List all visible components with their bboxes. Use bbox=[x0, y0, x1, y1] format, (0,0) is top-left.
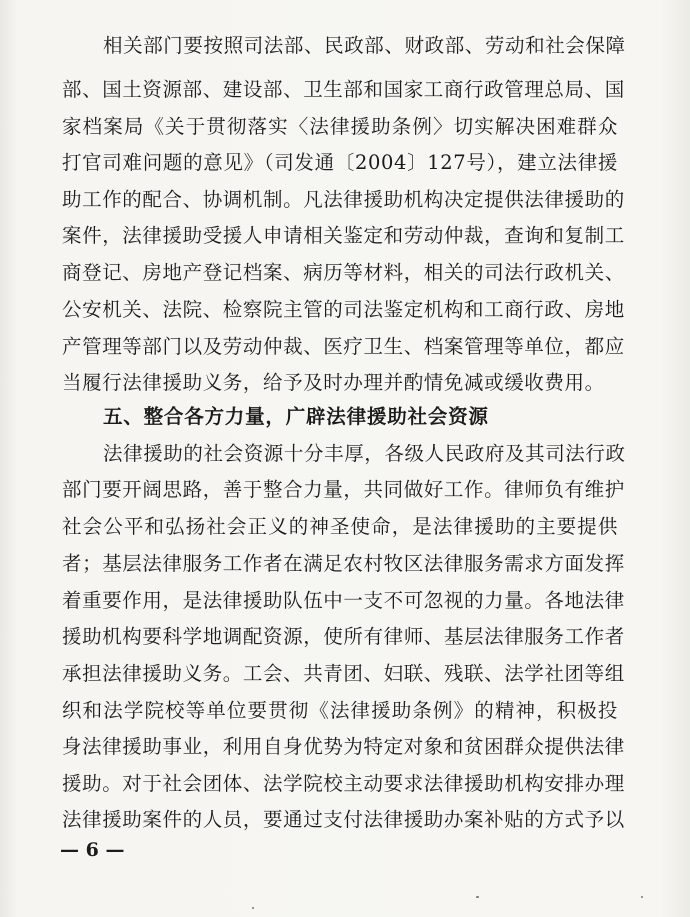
paragraph-line: 者；基层法律服务工作者在满足农村牧区法律服务需求方面发挥 bbox=[62, 552, 625, 575]
paragraph-line: 产管理等部门以及劳动仲裁、医疗卫生、档案管理等单位，都应 bbox=[62, 335, 625, 358]
paragraph-line: 部、国土资源部、建设部、卫生部和国家工商行政管理总局、国 bbox=[62, 78, 625, 101]
scan-speck bbox=[476, 896, 479, 898]
paragraph-line: 援助。对于社会团体、法学院校主动要求法律援助机构安排办理 bbox=[62, 772, 625, 795]
paragraph-line: 案件，法律援助受援人申请相关鉴定和劳动仲裁，查询和复制工 bbox=[62, 224, 625, 247]
paragraph-line: 家档案局《关于贯彻落实〈法律援助条例〉切实解决困难群众 bbox=[62, 115, 618, 138]
paragraph-line: 助工作的配合、协调机制。凡法律援助机构决定提供法律援助的 bbox=[62, 188, 625, 211]
paragraph-line: 承担法律援助义务。工会、共青团、妇联、残联、法学社团等组 bbox=[62, 662, 625, 685]
paragraph-line: 法律援助案件的人员，要通过支付法律援助办案补贴的方式予以 bbox=[62, 808, 625, 831]
paragraph-line: 当履行法律援助义务，给予及时办理并酌情免减或缓收费用。 bbox=[62, 371, 605, 394]
paragraph-line: 身法律援助事业，利用自身优势为特定对象和贫困群众提供法律 bbox=[62, 735, 625, 758]
page-number: — 6 — bbox=[60, 839, 125, 861]
section-heading: 五、整合各方力量，广辟法律援助社会资源 bbox=[103, 405, 489, 428]
paragraph-line: 着重要作用，是法律援助队伍中一支不可忽视的力量。各地法律 bbox=[62, 589, 625, 612]
paragraph-line: 法律援助的社会资源十分丰厚，各级人民政府及其司法行政 bbox=[103, 442, 626, 465]
scan-speck bbox=[641, 896, 643, 898]
paragraph-line: 公安机关、法院、检察院主管的司法鉴定机构和工商行政、房地 bbox=[62, 298, 625, 321]
paragraph-line: 相关部门要按照司法部、民政部、财政部、劳动和社会保障 bbox=[103, 34, 626, 57]
paragraph-line: 援助机构要科学地调配资源，使所有律师、基层法律服务工作者 bbox=[62, 625, 625, 648]
paragraph-line: 部门要开阔思路，善于整合力量，共同做好工作。律师负有维护 bbox=[62, 478, 625, 501]
scan-speck bbox=[252, 907, 254, 909]
paragraph-line: 织和法学院校等单位要贯彻《法律援助条例》的精神，积极投 bbox=[62, 699, 618, 722]
paragraph-line: 社会公平和弘扬社会正义的神圣使命，是法律援助的主要提供 bbox=[62, 515, 618, 538]
paragraph-line: 商登记、房地产登记档案、病历等材料，相关的司法行政机关、 bbox=[62, 261, 625, 284]
paragraph-line: 打官司难问题的意见》（司发通〔2004〕127号），建立法律援 bbox=[62, 151, 618, 174]
